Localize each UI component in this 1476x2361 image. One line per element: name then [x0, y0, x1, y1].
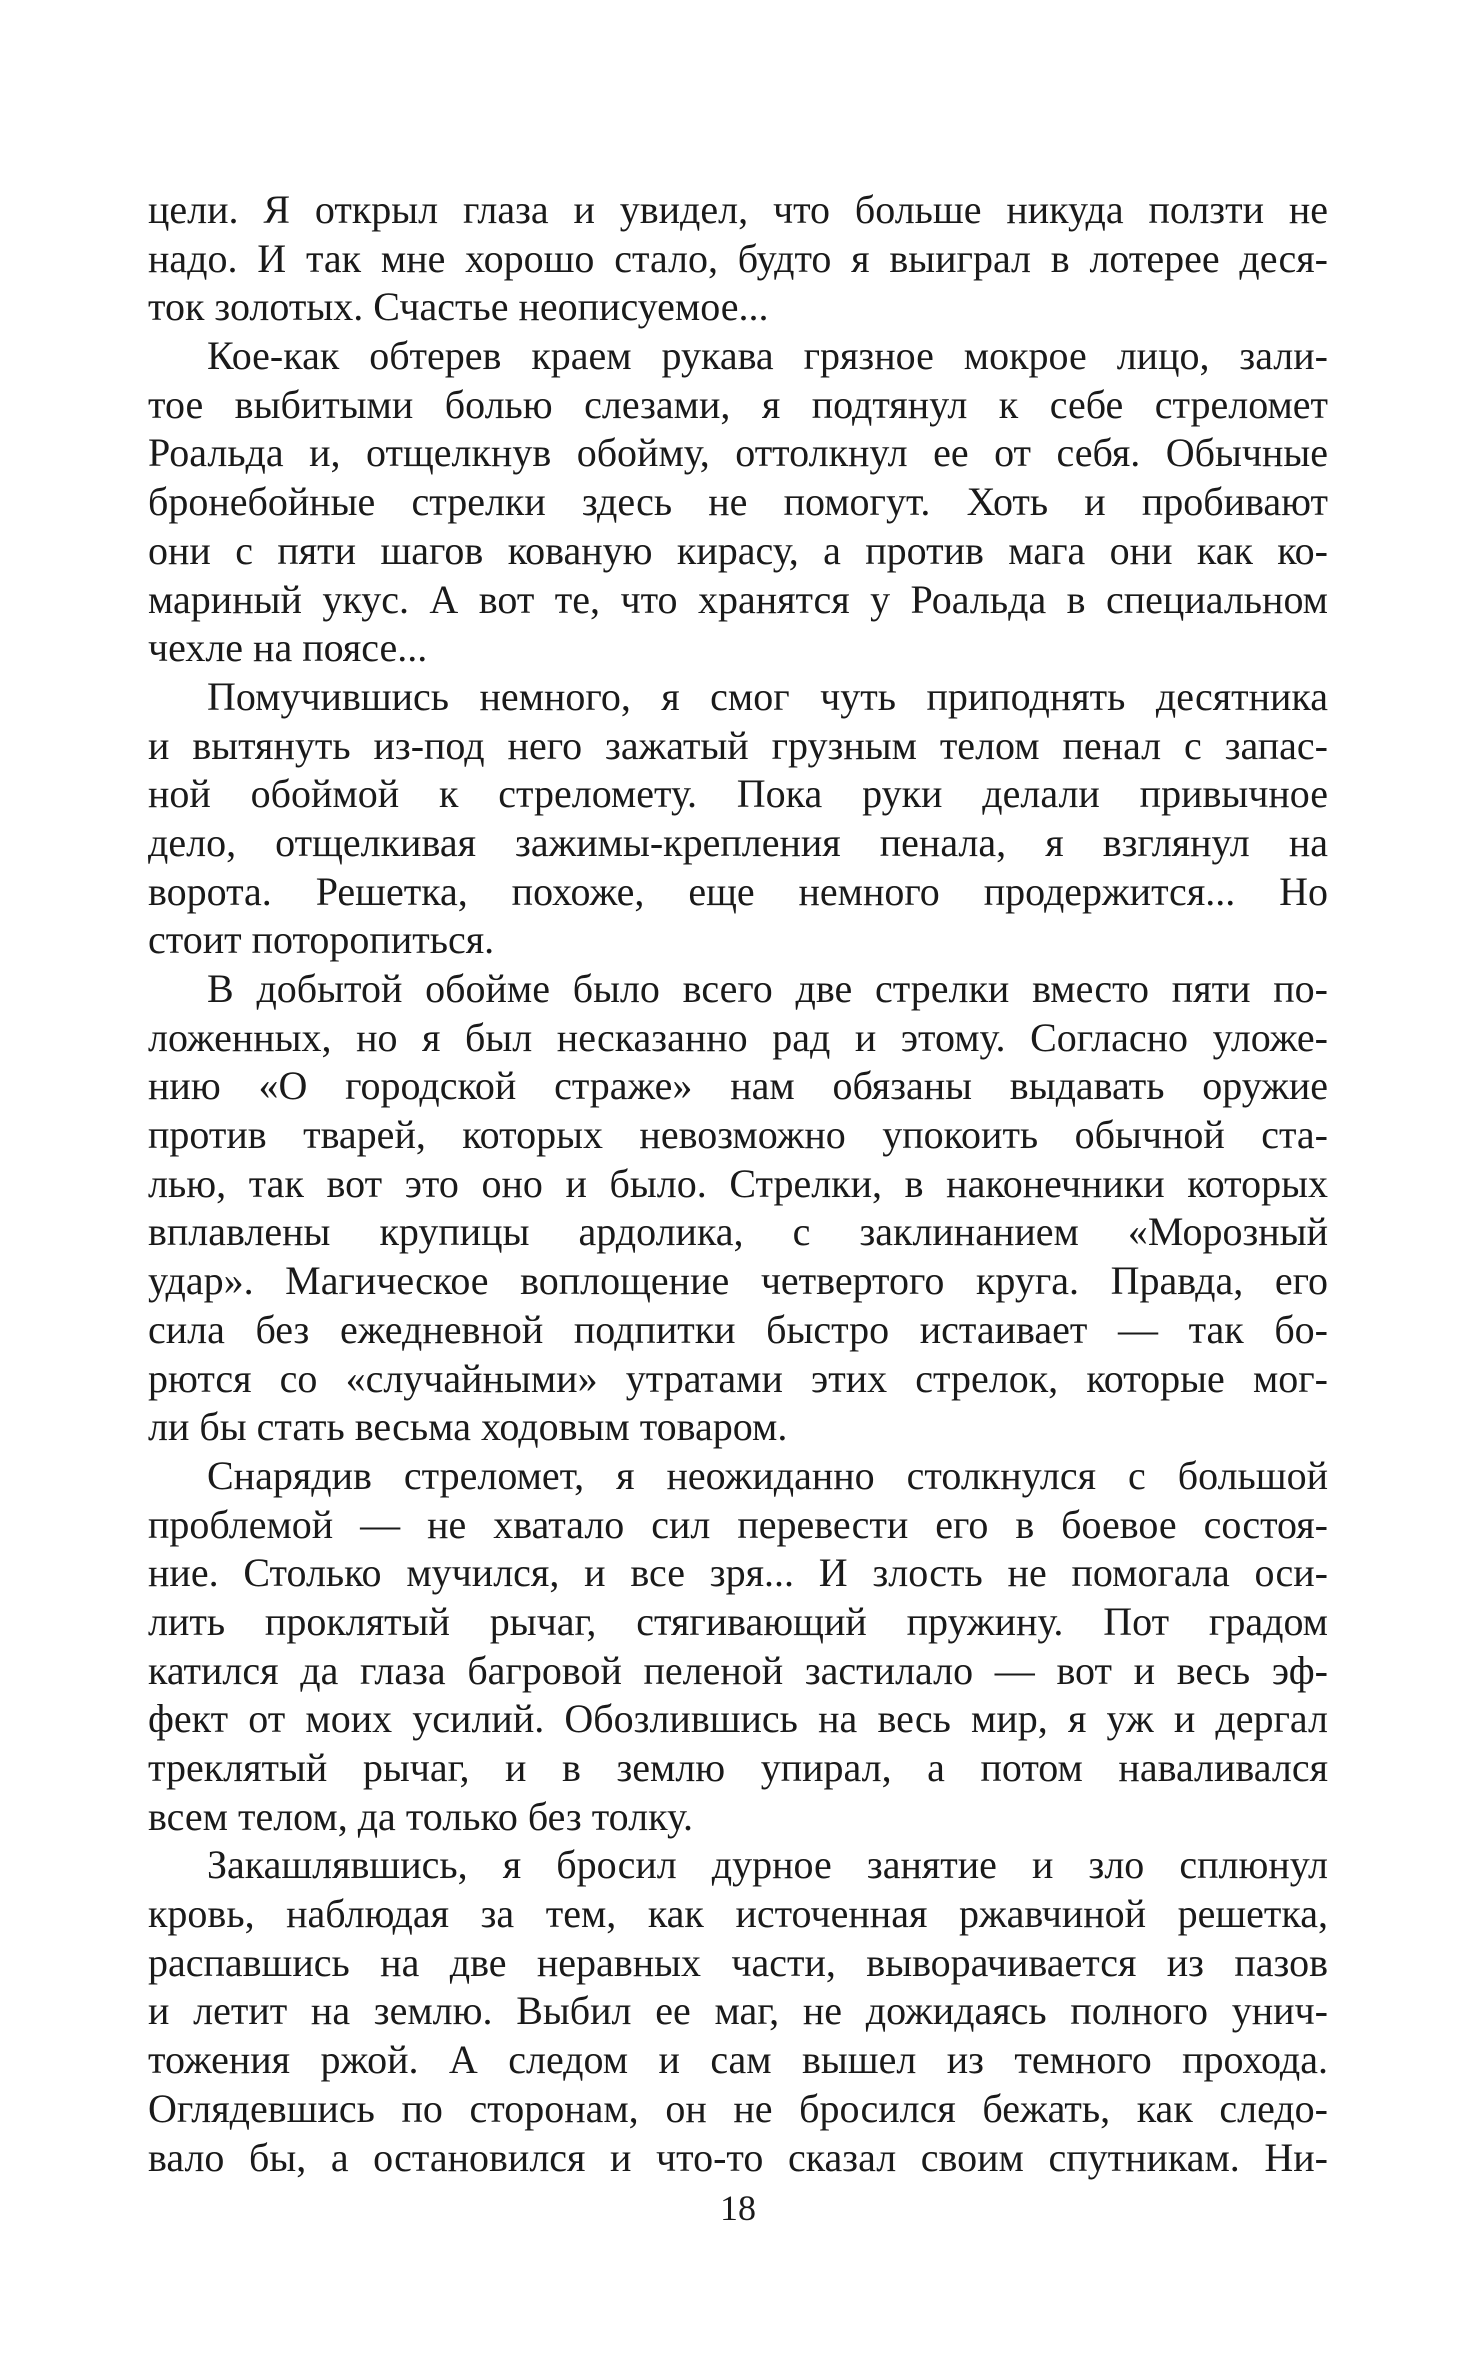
text-line: и вытянуть из-под него зажатый грузным телом пенал с запас- — [148, 722, 1328, 768]
text-line: В добытой обойме было всего две стрелки вместо пяти по- — [207, 966, 1328, 1011]
text-line: нию «О городской страже» нам обязаны выдавать оружие — [148, 1063, 1328, 1109]
text-line: стоит поторопиться. — [148, 917, 495, 963]
text-line: чехле на поясе... — [148, 625, 428, 671]
text-line: удар». Магическое воплощение четвертого круга. Правда, его — [148, 1258, 1328, 1304]
text-line: всем телом, да только без толку. — [148, 1793, 693, 1839]
paragraph — [148, 673, 1328, 965]
page-number: 18 — [720, 2188, 756, 2228]
text-line: Снарядив стреломет, я неожиданно столкнулся с большой — [207, 1452, 1328, 1498]
text-line: ворота. Решетка, похоже, еще немного продержится... Но — [148, 868, 1328, 914]
text-line: Кое-как обтерев краем рукава грязное мокрое лицо, зали- — [207, 333, 1328, 379]
text-line: ли бы стать весьма ходовым товаром. — [148, 1404, 788, 1450]
paragraph — [148, 1841, 1328, 2182]
text-line: лить проклятый рычаг, стягивающий пружину. Пот градом — [148, 1598, 1328, 1644]
text-line: вплавлены крупицы ардолика, с заклинанием «Морозный — [148, 1209, 1328, 1255]
text-line: Роальда и, отщелкнув обойму, оттолкнул ее от себя. Обычные — [148, 430, 1328, 476]
text-line: Закашлявшись, я бросил дурное занятие и зло сплюнул — [207, 1842, 1328, 1888]
text-line: сила без ежедневной подпитки быстро истаивает — так бо- — [148, 1306, 1328, 1352]
text-line: бронебойные стрелки здесь не помогут. Хоть и пробивают — [148, 479, 1328, 525]
text-line: цели. Я открыл глаза и увидел, что больше никуда ползти не — [148, 187, 1328, 232]
text-line: ной обоймой к стреломету. Пока руки делали привычное — [148, 771, 1328, 817]
paragraph — [148, 965, 1328, 1452]
text-line: ложенных, но я был несказанно рад и этому. Согласно уложе- — [148, 1014, 1328, 1060]
text-line: катился да глаза багровой пеленой застилало — вот и весь эф- — [148, 1647, 1328, 1693]
text-line: Оглядевшись по сторонам, он не бросился бежать, как следо- — [148, 2085, 1328, 2131]
paragraph — [148, 186, 1328, 332]
text-line: они с пяти шагов кованую кирасу, а против мага они как ко- — [148, 527, 1328, 573]
text-line: надо. И так мне хорошо стало, будто я выиграл в лотерее деся- — [148, 235, 1328, 281]
text-line: дело, отщелкивая зажимы-крепления пенала, я взглянул на — [148, 819, 1328, 865]
text-line: против тварей, которых невозможно упокоить обычной ста- — [148, 1112, 1328, 1158]
text-line: кровь, наблюдая за тем, как источенная ржавчиной решетка, — [148, 1891, 1328, 1937]
text-line: вало бы, а остановился и что-то сказал своим спутникам. Ни- — [148, 2134, 1328, 2180]
text-line: Помучившись немного, я смог чуть приподнять десятника — [207, 673, 1328, 719]
text-line: тожения ржой. А следом и сам вышел из темного прохода. — [148, 2037, 1328, 2083]
text-line: рются со «случайными» утратами этих стрелок, которые мог- — [148, 1355, 1328, 1401]
body-text — [148, 186, 1328, 2182]
text-line: ние. Столько мучился, и все зря... И злость не помогала оси- — [148, 1550, 1328, 1596]
paragraph — [148, 332, 1328, 673]
paragraph — [148, 1452, 1328, 1842]
text-line: распавшись на две неравных части, выворачивается из пазов — [148, 1939, 1328, 1985]
text-line: фект от моих усилий. Обозлившись на весь мир, я уж и дергал — [148, 1696, 1328, 1742]
text-line: ток золотых. Счастье неописуемое... — [148, 284, 769, 330]
text-line: и летит на землю. Выбил ее маг, не дожидаясь полного унич- — [148, 1988, 1328, 2034]
text-line: проблемой — не хватало сил перевести его в боевое состоя- — [148, 1501, 1328, 1547]
text-line: мариный укус. А вот те, что хранятся у Роальда в специальном — [148, 576, 1328, 622]
text-line: треклятый рычаг, и в землю упирал, а потом наваливался — [148, 1745, 1328, 1790]
text-line: лью, так вот это оно и было. Стрелки, в наконечники которых — [148, 1160, 1328, 1206]
text-line: тое выбитыми болью слезами, я подтянул к себе стреломет — [148, 381, 1328, 427]
